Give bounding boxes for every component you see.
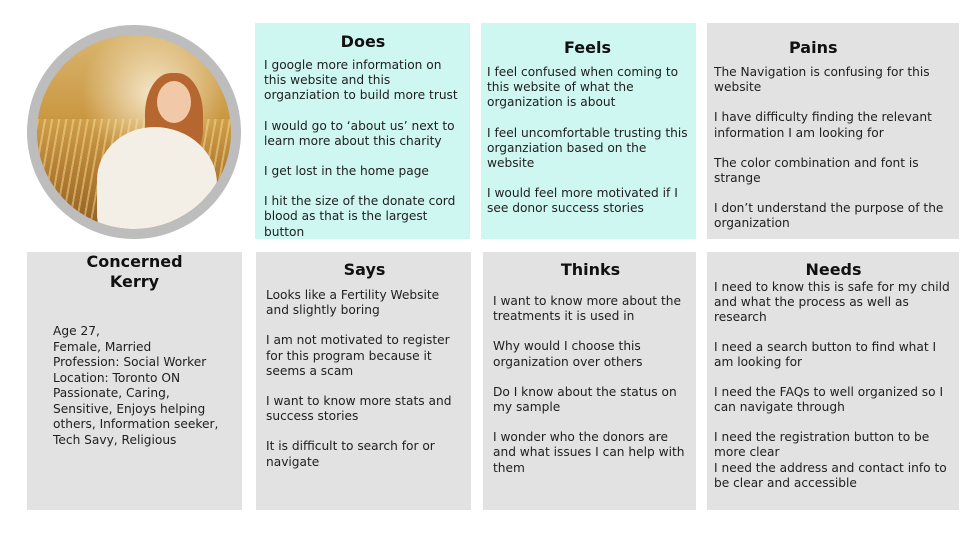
thinks-item: Do I know about the status on my sample	[493, 384, 677, 415]
does-item: I would go to ‘about us’ next to learn more about this charity	[264, 118, 455, 148]
says-item: I am not motivated to register for this program because it seems a scam	[266, 333, 450, 378]
thinks-card	[483, 252, 696, 510]
feels-item: I would feel more motivated if I see donor success stories	[487, 186, 678, 216]
persona-detail: others, Information seeker,	[53, 417, 219, 431]
needs-item: I need the address and contact info to be clear and accessible	[714, 460, 947, 490]
persona-detail: Female, Married	[53, 339, 152, 354]
says-item: It is difficult to search for or navigate	[266, 439, 435, 469]
does-title: Does	[340, 32, 386, 51]
pains-item: I have difficulty finding the relevant information I am looking for	[714, 110, 932, 140]
thinks-item: Why would I choose this organization over others	[493, 339, 643, 369]
persona-name-second: Kerry	[109, 272, 160, 291]
says-item: I want to know more stats and success stories	[266, 394, 452, 424]
pains-list	[714, 65, 949, 232]
does-list	[264, 58, 462, 240]
needs-item: I need a search button to find what I am looking for	[714, 340, 937, 370]
feels-item: I feel confused when coming to this website of what the organization is about	[487, 65, 679, 110]
pains-item: The Navigation is confusing for this website	[714, 65, 930, 95]
does-item: I hit the size of the donate cord blood as that is the largest button	[264, 194, 456, 239]
thinks-list	[493, 294, 688, 476]
persona-name	[27, 252, 242, 292]
persona-detail: Age 27,	[53, 324, 100, 338]
persona-detail: Location: Toronto ON	[53, 370, 181, 385]
needs-title: Needs	[805, 260, 862, 279]
thinks-item: I wonder who the donors are and what issues I can help with them	[493, 430, 685, 475]
persona-name-first: Concerned	[86, 252, 183, 271]
does-item: I google more information on this website and this organziation to build more trust	[264, 58, 458, 103]
says-item: Looks like a Fertility Website and slightly boring	[266, 288, 440, 318]
feels-item: I feel uncomfortable trusting this organziation based on the website	[487, 125, 688, 171]
does-card	[255, 23, 470, 239]
persona-details	[53, 324, 242, 448]
persona-card	[27, 252, 242, 510]
persona-detail: Sensitive, Enjoys helping	[53, 401, 206, 416]
needs-item: I need to know this is safe for my child and what the process as well as research	[714, 280, 950, 325]
thinks-item: I want to know more about the treatments it is used in	[493, 294, 681, 324]
persona-detail: Tech Savy, Religious	[53, 432, 177, 447]
pains-item: The color combination and font is strange	[714, 155, 919, 186]
pains-item: I don’t understand the purpose of the organization	[714, 201, 944, 231]
does-item: I get lost in the home page	[264, 164, 429, 179]
feels-title: Feels	[564, 38, 611, 57]
feels-list	[487, 65, 688, 217]
needs-card	[707, 252, 959, 510]
says-title: Says	[343, 260, 386, 279]
persona-avatar-photo	[37, 35, 231, 229]
says-list	[266, 288, 463, 470]
pains-title: Pains	[789, 38, 838, 57]
persona-detail: Profession: Social Worker	[53, 355, 207, 369]
needs-list	[714, 280, 953, 491]
needs-item: I need the registration button to be more clear	[714, 430, 930, 460]
feels-card	[481, 23, 696, 239]
persona-avatar-frame	[27, 25, 241, 239]
thinks-title: Thinks	[560, 260, 621, 279]
avatar-face	[157, 81, 191, 123]
says-card	[256, 252, 471, 510]
pains-card	[707, 23, 959, 239]
persona-detail: Passionate, Caring,	[53, 386, 170, 400]
needs-item: I need the FAQs to well organized so I can navigate through	[714, 385, 944, 415]
